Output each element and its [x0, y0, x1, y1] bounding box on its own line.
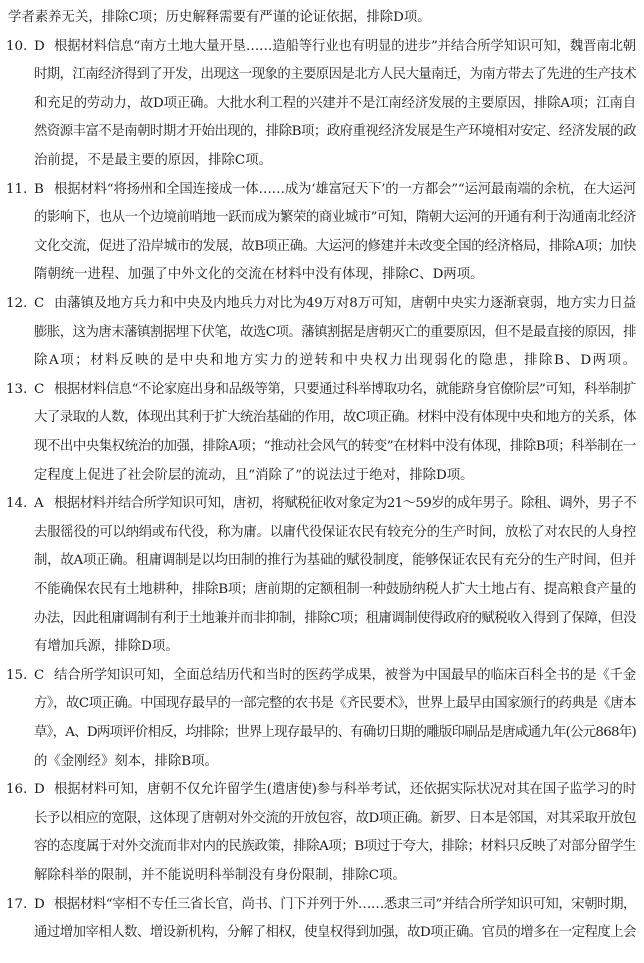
- explanation-text: 时期，江南经济得到了开发，出现这一现象的主要原因是北方人民大量南迁，为南方带去了先进的生产技术: [34, 67, 636, 83]
- explanation-text: 除A项；材料反映的是中央和地方实力的逆转和中央权力出现弱化的隐患，排除B、D两项。: [34, 353, 638, 369]
- text-line: [0, 863, 644, 889]
- text-line: [0, 234, 644, 260]
- text-line: [0, 548, 644, 574]
- question-number: 10.: [6, 38, 28, 54]
- text-line: [0, 691, 644, 717]
- answer-letter: B: [34, 181, 44, 197]
- question-first-line: [0, 892, 644, 918]
- explanation-text: 不能确保农民有土地耕种，排除B项；唐前期的定额租制一种鼓励纳税人扩大土地占有、提高粮食产量的: [34, 582, 636, 597]
- explanation-text: 制，故A项正确。租庸调制是以均田制的推行为基础的赋役制度，能够保证农民有充分的生产时间，但并: [34, 553, 636, 569]
- explanation-text: 长予以相应的宽限，这体现了唐朝对外交流的开放包容，故D项正确。新罗、日本是邻国，对其采取开放包: [34, 810, 636, 826]
- question-first-line: [0, 663, 644, 689]
- text-line: [0, 520, 644, 546]
- question-number: 14.: [6, 496, 28, 512]
- question-number: 11.: [6, 181, 28, 197]
- explanation-text: 和充足的劳动力，故D项正确。大批水利工程的兴建并不是江南经济发展的主要原因，排除A项；江南自: [34, 95, 636, 111]
- text-line: [0, 720, 644, 746]
- text-line: [0, 463, 644, 489]
- explanation-text: 有增加兵源，排除D项。: [34, 639, 179, 655]
- question-first-line: [0, 491, 644, 517]
- text-line: [0, 5, 644, 31]
- explanation-text: 的《金刚经》刻本，排除B项。: [34, 753, 218, 769]
- question-number: 16.: [6, 782, 28, 798]
- explanation-text: 根据材料“将扬州和全国连接成一体……成为‘雄富冠天下’的一方都会”“运河最南端的余杭，在大运河: [54, 181, 636, 197]
- explanation-text: 结合所学知识可知，全面总结历代和当时的医药学成果，被誉为中国最早的临床百科全书的是《千金: [54, 667, 636, 683]
- explanation-text: 根据材料信息“不论家庭出身和品级等第，只要通过科举博取功名，就能跻身官僚阶层”可知，科举制扩: [54, 381, 636, 397]
- text-line: [0, 606, 644, 632]
- explanation-text: 根据材料“宰相不专任三省长官，尚书、门下并列于外……悉隶三司”并结合所学知识可知，宋朝时期，: [54, 896, 636, 912]
- explanation-text: 根据材料并结合所学知识可知，唐初，将赋税征收对象定为21～59岁的成年男子。除租、调外，男子不: [54, 496, 636, 512]
- explanation-text: 膨胀，这为唐末藩镇割据埋下伏笔，故选C项。藩镇割据是唐朝灭亡的重要原因，但不是最直接的原因，排: [34, 324, 636, 340]
- explanation-text: 方》，故C项正确。中国现存最早的一部完整的农书是《齐民要术》，世界上最早由国家颁行的药典是《唐本: [34, 696, 636, 712]
- text-line: [0, 348, 644, 374]
- explanation-text: 根据材料信息“南方土地大量开垦……造船等行业也有明显的进步”并结合所学知识可知，魏晋南北朝: [54, 38, 636, 54]
- explanation-text: 解除科举的限制，并不能说明科举制没有身份限制，排除C项。: [34, 868, 406, 883]
- answer-letter: D: [34, 896, 45, 912]
- explanation-text: 容的态度属于对外交流而非对内的民族政策，排除A项；B项过于夸大，排除；材料只反映了对部分留学生: [34, 839, 636, 855]
- explanation-text: 的影响下，也从一个边境前哨地一跃而成为繁荣的商业城市”可知，隋朝大运河的开通有利于沟通南北经济: [34, 210, 636, 226]
- text-line: [0, 205, 644, 231]
- text-line: [0, 119, 644, 145]
- answer-letter: C: [34, 381, 45, 397]
- explanation-text: 隋朝统一进程、加强了中外文化的交流在材料中没有体现，排除C、D两项。: [34, 267, 484, 283]
- text-line: [0, 62, 644, 88]
- explanation-text: 由藩镇及地方兵力和中央及内地兵力对比为49万对8万可知，唐朝中央实力逐渐衰弱，地方实力日益: [54, 296, 636, 311]
- question-first-line: [0, 177, 644, 203]
- question-first-line: [0, 777, 644, 803]
- explanation-text: 学者素养无关，排除C项；历史解释需要有严谨的论证依据，排除D项。: [8, 10, 431, 25]
- explanation-text: 然资源丰富不是南朝时期才开始出现的，排除B项；政府重视经济发展是生产环境相对安定、经济发展的政: [34, 124, 636, 140]
- text-line: [0, 577, 644, 603]
- text-line: [0, 91, 644, 117]
- question-number: 17.: [6, 896, 28, 912]
- answer-letter: A: [34, 496, 44, 512]
- text-line: [0, 320, 644, 346]
- explanation-text: 草》，A、D两项评价相反，均排除；世界上现存最早的、有确切日期的雕版印刷品是唐咸通九年(公元868年): [34, 725, 636, 740]
- question-first-line: [0, 291, 644, 317]
- text-line: [0, 405, 644, 431]
- question-number: 13.: [6, 381, 28, 397]
- answer-letter: D: [34, 38, 45, 54]
- text-line: [0, 920, 644, 946]
- explanation-text: 现不出中央集权统治的加强，排除A项；“推动社会风气的转变”在材料中没有体现，排除B项；科举制在一: [34, 439, 636, 454]
- text-line: [0, 806, 644, 832]
- text-line: [0, 434, 644, 460]
- question-number: 12.: [6, 296, 28, 311]
- explanation-text: 去服徭役的可以纳绢或布代役，称为庸。以庸代役保证农民有较充分的生产时间，放松了对农民的人身控: [34, 524, 636, 540]
- question-first-line: [0, 34, 644, 60]
- explanation-text: 大了录取的人数，体现出其利于扩大统治基础的作用，故C项正确。材料中没有体现中央和地方的关系，体: [34, 410, 636, 426]
- question-first-line: [0, 377, 644, 403]
- explanation-text: 根据材料可知，唐朝不仅允许留学生(遣唐使)参与科举考试，还依据实际状况对其在国子监学习的时: [54, 782, 636, 798]
- explanation-text: 定程度上促进了社会阶层的流动，且“消除了”的说法过于绝对，排除D项。: [34, 467, 474, 483]
- explanation-text: 办法，因此租庸调制有利于土地兼并而非抑制，排除C项；租庸调制使得政府的赋税收入得到了保障，但没: [34, 610, 636, 626]
- text-line: [0, 749, 644, 775]
- explanation-text: 通过增加宰相人数、增设新机构，分解了相权，使皇权得到加强，故D项正确。官员的增多在一定程度上会: [34, 925, 636, 941]
- text-line: [0, 262, 644, 288]
- answer-letter: C: [34, 667, 45, 683]
- answer-letter: D: [34, 782, 45, 798]
- text-line: [0, 634, 644, 660]
- explanation-text: 文化交流，促进了沿岸城市的发展，故B项正确。大运河的修建并未改变全国的经济格局，排除A项；加快: [34, 238, 636, 254]
- question-number: 15.: [6, 667, 28, 683]
- explanation-text: 治前提，不是最主要的原因，排除C项。: [34, 153, 272, 168]
- text-line: [0, 834, 644, 860]
- answer-letter: C: [34, 296, 45, 311]
- text-line: [0, 148, 644, 174]
